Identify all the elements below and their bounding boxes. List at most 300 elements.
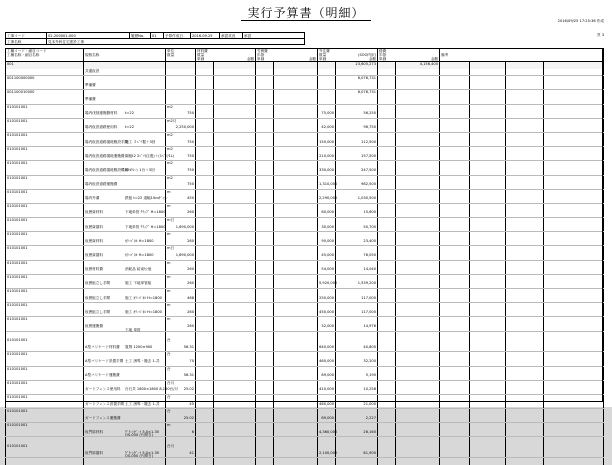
row-blank-c — [544, 331, 604, 338]
row-blank-b — [506, 239, 544, 246]
row-labor-amount — [274, 289, 318, 296]
row-expense-amount — [396, 239, 440, 246]
row-labor-qty — [256, 132, 274, 139]
row-outsource-price — [318, 317, 336, 324]
row-outsource-amount — [336, 423, 378, 430]
row-blank-b — [506, 90, 544, 97]
row-outsource-amount — [336, 104, 378, 111]
row-expense-amount — [396, 225, 440, 232]
row-unit-qty — [166, 140, 196, 147]
row-labor-qty — [256, 168, 274, 175]
row-code — [6, 359, 84, 366]
row-labor-amount — [274, 444, 318, 451]
row-blank-b — [506, 132, 544, 139]
row-code: 010101001 — [6, 118, 84, 125]
row-spec: 25tｸﾚｰﾝ 1台＋3回 — [125, 167, 155, 172]
row-expense-amount — [396, 161, 440, 168]
row-blank-b — [506, 281, 544, 288]
row-spec: 施工 下地単管組 — [125, 281, 152, 286]
row-material-amount — [214, 182, 256, 189]
row-name: A型バリケード材料費 — [85, 344, 120, 349]
row-code — [6, 69, 84, 76]
row-remarks — [440, 182, 470, 189]
row-outsource-price — [318, 147, 336, 154]
row-outsource-price: 250,000 — [318, 296, 336, 303]
row-blank-c — [544, 125, 604, 132]
row-material-qty — [196, 210, 214, 217]
row-remarks — [440, 189, 470, 196]
row-blank-a — [470, 402, 506, 409]
row-blank-c — [544, 147, 604, 154]
row-unit-qty — [166, 210, 196, 217]
row-blank-c — [544, 345, 604, 352]
row-outsource-price — [318, 444, 336, 451]
row-expense-qty — [378, 387, 396, 394]
row-qty: 750 — [187, 139, 194, 144]
row-code: 010101001 — [6, 161, 84, 168]
row-material-amount — [214, 303, 256, 310]
row-blank-b — [506, 366, 544, 373]
row-expense-qty — [378, 182, 396, 189]
table-row — [6, 62, 604, 69]
row-blank-a — [470, 218, 506, 225]
row-material-amount — [214, 317, 256, 324]
row-blank-c — [544, 267, 604, 274]
row-blank-b — [506, 296, 544, 303]
row-name-spec — [84, 444, 166, 451]
row-expense-amount — [396, 90, 440, 97]
row-expense-amount — [396, 246, 440, 253]
row-code: 001 — [6, 62, 84, 69]
row-remarks — [440, 359, 470, 366]
row-remarks — [440, 62, 470, 69]
row-material-qty — [196, 218, 214, 225]
row-material-qty — [196, 239, 214, 246]
row-unit: m2月 — [167, 118, 177, 123]
row-material-qty — [196, 118, 214, 125]
row-blank-a — [470, 104, 506, 111]
row-material-qty — [196, 111, 214, 118]
row-outsource-price: 410,000 — [318, 387, 336, 394]
row-outsource-price: 2,100,000 — [318, 451, 336, 458]
row-labor-qty — [256, 416, 274, 423]
row-expense-amount — [396, 218, 440, 225]
row-outsource-amount: 96,750 — [336, 125, 378, 132]
row-outsource-amount: 50,700 — [336, 225, 378, 232]
row-blank-a — [470, 175, 506, 182]
row-code: 010101001 — [6, 366, 84, 373]
row-expense-amount — [396, 296, 440, 303]
row-blank-a — [470, 189, 506, 196]
table-row — [6, 423, 604, 430]
row-material-qty — [196, 281, 214, 288]
row-expense-amount — [396, 97, 440, 104]
row-expense-amount — [396, 168, 440, 175]
row-remarks — [440, 196, 470, 203]
row-blank-c — [544, 111, 604, 118]
row-blank-b — [506, 310, 544, 317]
row-material-qty — [196, 324, 214, 331]
row-expense-qty — [378, 451, 396, 458]
row-unit-qty — [166, 111, 196, 118]
col-code: 工種コード・細目コード 工種名称・細目名称 — [6, 49, 84, 62]
row-expense-qty — [378, 345, 396, 352]
row-qty: 750 — [187, 153, 194, 158]
row-expense-qty — [378, 338, 396, 345]
project-header — [5, 32, 305, 45]
row-outsource-amount: 112,500 — [336, 140, 378, 147]
row-code — [6, 196, 84, 203]
row-name-spec — [84, 210, 166, 217]
row-blank-b — [506, 111, 544, 118]
row-material-amount — [214, 232, 256, 239]
row-blank-a — [470, 359, 506, 366]
row-outsource-amount — [336, 118, 378, 125]
row-labor-amount — [274, 345, 318, 352]
row-material-amount — [214, 437, 256, 444]
row-outsource-amount: 247,500 — [336, 168, 378, 175]
row-blank-c — [544, 437, 604, 444]
row-blank-b — [506, 260, 544, 267]
row-blank-c — [544, 303, 604, 310]
row-outsource-amount — [336, 97, 378, 104]
row-outsource-amount — [336, 189, 378, 196]
row-code: 010101001 — [6, 303, 84, 310]
row-labor-qty — [256, 253, 274, 260]
col-labor: 労務費 歩掛 単価 金額 — [257, 49, 316, 61]
row-blank-c — [544, 324, 604, 331]
row-labor-qty — [256, 69, 274, 76]
row-material-amount — [214, 196, 256, 203]
row-name-spec — [84, 373, 166, 380]
row-material-amount — [214, 69, 256, 76]
row-outsource-amount: 15,600 — [336, 210, 378, 217]
row-expense-qty — [378, 175, 396, 182]
row-material-qty — [196, 260, 214, 267]
row-code — [6, 458, 84, 465]
row-outsource-price — [318, 409, 336, 416]
row-labor-amount — [274, 423, 318, 430]
row-code: 010101001 — [6, 189, 84, 196]
row-blank-a — [470, 232, 506, 239]
row-remarks — [440, 409, 470, 416]
row-material-qty — [196, 196, 214, 203]
row-unit-qty — [166, 132, 196, 139]
row-expense-qty — [378, 253, 396, 260]
row-blank-b — [506, 118, 544, 125]
row-unit-qty — [166, 402, 196, 409]
row-outsource-amount: 117,000 — [336, 296, 378, 303]
row-code — [6, 182, 84, 189]
row-blank-b — [506, 338, 544, 345]
row-material-qty — [196, 232, 214, 239]
row-blank-c — [544, 253, 604, 260]
row-labor-qty — [256, 147, 274, 154]
row-expense-amount — [396, 324, 440, 331]
row-blank-a — [470, 380, 506, 387]
row-unit-qty — [166, 253, 196, 260]
row-blank-a — [470, 168, 506, 175]
row-blank-b — [506, 317, 544, 324]
row-name-spec — [84, 97, 166, 104]
row-blank-c — [544, 189, 604, 196]
row-name: 場内仮設道路損耗敷設機械 — [85, 167, 129, 172]
row-expense-amount — [396, 380, 440, 387]
row-name-spec — [84, 182, 166, 189]
row-blank-a — [470, 111, 506, 118]
row-labor-qty — [256, 366, 274, 373]
row-blank-c — [544, 168, 604, 175]
row-expense-amount — [396, 352, 440, 359]
col-outsource: 外注費 数量 (SOO内訳) 単価 金額 — [319, 49, 376, 61]
row-material-amount — [214, 125, 256, 132]
row-labor-qty — [256, 296, 274, 303]
row-expense-qty — [378, 218, 396, 225]
row-material-qty — [196, 380, 214, 387]
row-name-spec — [84, 161, 166, 168]
row-labor-qty — [256, 402, 274, 409]
row-labor-qty — [256, 317, 274, 324]
row-outsource-amount: 26,160 — [336, 430, 378, 437]
row-material-qty — [196, 430, 214, 437]
row-outsource-price — [318, 274, 336, 281]
row-name: 準備費 — [85, 96, 96, 101]
row-spec: ｸﾞﾘｰﾝｹﾞｰﾄ 5.0×1.35 — [125, 450, 160, 455]
row-remarks — [440, 140, 470, 147]
row-blank-c — [544, 317, 604, 324]
row-remarks — [440, 246, 470, 253]
row-expense-qty — [378, 373, 396, 380]
row-material-qty — [196, 387, 214, 394]
row-blank-b — [506, 451, 544, 458]
row-material-amount — [214, 62, 256, 69]
row-blank-b — [506, 246, 544, 253]
row-expense-amount — [396, 154, 440, 161]
row-name-spec — [84, 289, 166, 296]
row-labor-amount — [274, 147, 318, 154]
row-unit-qty — [166, 225, 196, 232]
row-material-qty — [196, 310, 214, 317]
row-blank-a — [470, 62, 506, 69]
row-expense-qty — [378, 437, 396, 444]
row-blank-c — [544, 416, 604, 423]
row-spec: ｶﾗｰﾊﾟﾈﾙ H=1800 — [125, 238, 154, 243]
row-labor-amount — [274, 387, 318, 394]
row-material-amount — [214, 132, 256, 139]
row-blank-c — [544, 451, 604, 458]
row-expense-qty — [378, 62, 396, 69]
row-remarks — [440, 218, 470, 225]
table-row — [6, 296, 604, 303]
row-outsource-price: 89,000 — [318, 373, 336, 380]
row-spec: 土工 誘導・撤去 1.共 — [125, 358, 160, 363]
row-expense-amount — [396, 394, 440, 401]
row-name-spec — [84, 296, 166, 303]
row-material-qty — [196, 345, 214, 352]
row-name-spec — [84, 62, 166, 69]
row-outsource-price: 5,920,000 — [318, 281, 336, 288]
row-expense-amount — [396, 281, 440, 288]
print-date: 2016/09/25 17:25:36 作成 — [557, 19, 604, 23]
row-material-amount — [214, 416, 256, 423]
row-blank-b — [506, 458, 544, 465]
row-expense-qty — [378, 210, 396, 217]
table-header — [6, 49, 604, 62]
row-name-spec — [84, 281, 166, 288]
row-unit-qty — [166, 182, 196, 189]
row-remarks — [440, 118, 470, 125]
row-outsource-amount: 10,258 — [336, 387, 378, 394]
row-code — [6, 324, 84, 331]
row-blank-b — [506, 175, 544, 182]
row-outsource-amount — [336, 380, 378, 387]
row-name: 仮囲組立し手間 — [85, 295, 111, 300]
row-material-qty — [196, 97, 214, 104]
row-expense-amount — [396, 409, 440, 416]
row-name-spec — [84, 83, 166, 90]
row-expense-qty — [378, 458, 396, 465]
row-material-qty — [196, 90, 214, 97]
row-code — [6, 125, 84, 132]
row-expense-qty — [378, 203, 396, 210]
row-remarks — [440, 281, 470, 288]
row-expense-amount — [396, 331, 440, 338]
row-expense-qty — [378, 140, 396, 147]
row-outsource-price: 450,000 — [318, 310, 336, 317]
row-qty: 70 — [189, 358, 194, 363]
row-blank-b — [506, 380, 544, 387]
row-code: 010101001 — [6, 352, 84, 359]
row-name-spec — [84, 433, 166, 444]
row-labor-amount — [274, 246, 318, 253]
row-labor-qty — [256, 239, 274, 246]
row-outsource-amount: 2,227 — [336, 416, 378, 423]
row-labor-amount — [274, 409, 318, 416]
row-outsource-amount — [336, 232, 378, 239]
row-expense-qty — [378, 147, 396, 154]
row-blank-c — [544, 62, 604, 69]
row-material-qty — [196, 140, 214, 147]
row-blank-a — [470, 366, 506, 373]
row-outsource-amount — [336, 175, 378, 182]
row-outsource-amount — [336, 458, 378, 465]
row-blank-b — [506, 189, 544, 196]
table-row — [6, 373, 604, 380]
row-material-amount — [214, 189, 256, 196]
row-name: 共通仮設 — [85, 68, 100, 73]
row-unit-qty — [166, 175, 196, 182]
row-labor-qty — [256, 260, 274, 267]
row-name: A型バリケード運搬費 — [85, 373, 120, 378]
row-material-amount — [214, 83, 256, 90]
row-blank-c — [544, 338, 604, 345]
code-value: 02-200001-000 — [47, 33, 130, 39]
row-blank-c — [544, 352, 604, 359]
row-blank-c — [544, 373, 604, 380]
row-expense-amount — [396, 317, 440, 324]
row-blank-b — [506, 274, 544, 281]
row-expense-qty — [378, 161, 396, 168]
row-code: 010101001 — [6, 289, 84, 296]
row-code: 010101001 — [6, 444, 84, 451]
row-blank-c — [544, 246, 604, 253]
row-labor-qty — [256, 161, 274, 168]
row-material-qty — [196, 203, 214, 210]
row-outsource-price: 150,000 — [318, 140, 336, 147]
row-blank-a — [470, 289, 506, 296]
row-name: 場内伐採運搬費材料 — [85, 111, 118, 116]
row-expense-qty — [378, 260, 396, 267]
row-remarks — [440, 97, 470, 104]
row-unit-qty — [166, 76, 196, 83]
row-outsource-amount: 982,500 — [336, 182, 378, 189]
row-expense-amount — [396, 373, 440, 380]
row-remarks — [440, 168, 470, 175]
row-unit-qty — [166, 125, 196, 132]
row-labor-amount — [274, 210, 318, 217]
row-outsource-amount — [336, 132, 378, 139]
row-outsource-amount — [336, 303, 378, 310]
row-labor-qty — [256, 76, 274, 83]
row-expense-amount — [396, 83, 440, 90]
row-material-amount — [214, 281, 256, 288]
row-material-amount — [214, 97, 256, 104]
row-material-amount — [214, 175, 256, 182]
row-blank-a — [470, 444, 506, 451]
row-outsource-price: 330,000 — [318, 168, 336, 175]
row-material-amount — [214, 111, 256, 118]
col-material: 材料費 数量 単価 金額 — [197, 49, 254, 61]
row-blank-a — [470, 125, 506, 132]
row-labor-amount — [274, 69, 318, 76]
row-name-spec — [84, 140, 166, 147]
row-blank-b — [506, 303, 544, 310]
row-spec: 土工 誘導・撤去 1.共 — [125, 401, 160, 406]
row-unit: 台月 — [167, 380, 175, 385]
row-material-qty — [196, 189, 214, 196]
row-outsource-price — [318, 76, 336, 83]
row-material-amount — [214, 289, 256, 296]
row-material-qty — [196, 409, 214, 416]
row-qty: 260 — [187, 210, 194, 215]
row-expense-amount — [396, 69, 440, 76]
row-blank-c — [544, 232, 604, 239]
row-name: 仮囲運搬費 — [85, 323, 103, 328]
row-blank-c — [544, 203, 604, 210]
row-unit-qty — [166, 444, 196, 451]
row-remarks — [440, 402, 470, 409]
row-labor-amount — [274, 458, 318, 465]
row-name: 準備費 — [85, 82, 96, 87]
row-remarks — [440, 104, 470, 111]
row-material-qty — [196, 104, 214, 111]
row-outsource-amount — [336, 147, 378, 154]
row-material-amount — [214, 161, 256, 168]
row-name: 仮囲資材料 — [85, 238, 103, 243]
row-outsource-price — [318, 246, 336, 253]
row-qty: 468 — [187, 295, 194, 300]
row-blank-a — [470, 416, 506, 423]
row-labor-amount — [274, 437, 318, 444]
table-row — [6, 253, 604, 260]
row-unit-qty — [166, 409, 196, 416]
table-row — [6, 437, 604, 444]
row-remarks — [440, 458, 470, 465]
row-spec: 下地単管 ｸﾗｯﾌﾟ H=1800 — [125, 210, 166, 215]
row-unit-qty — [166, 281, 196, 288]
row-labor-qty — [256, 444, 274, 451]
row-name: 場内仮設道路損耗運搬費 — [85, 153, 125, 158]
